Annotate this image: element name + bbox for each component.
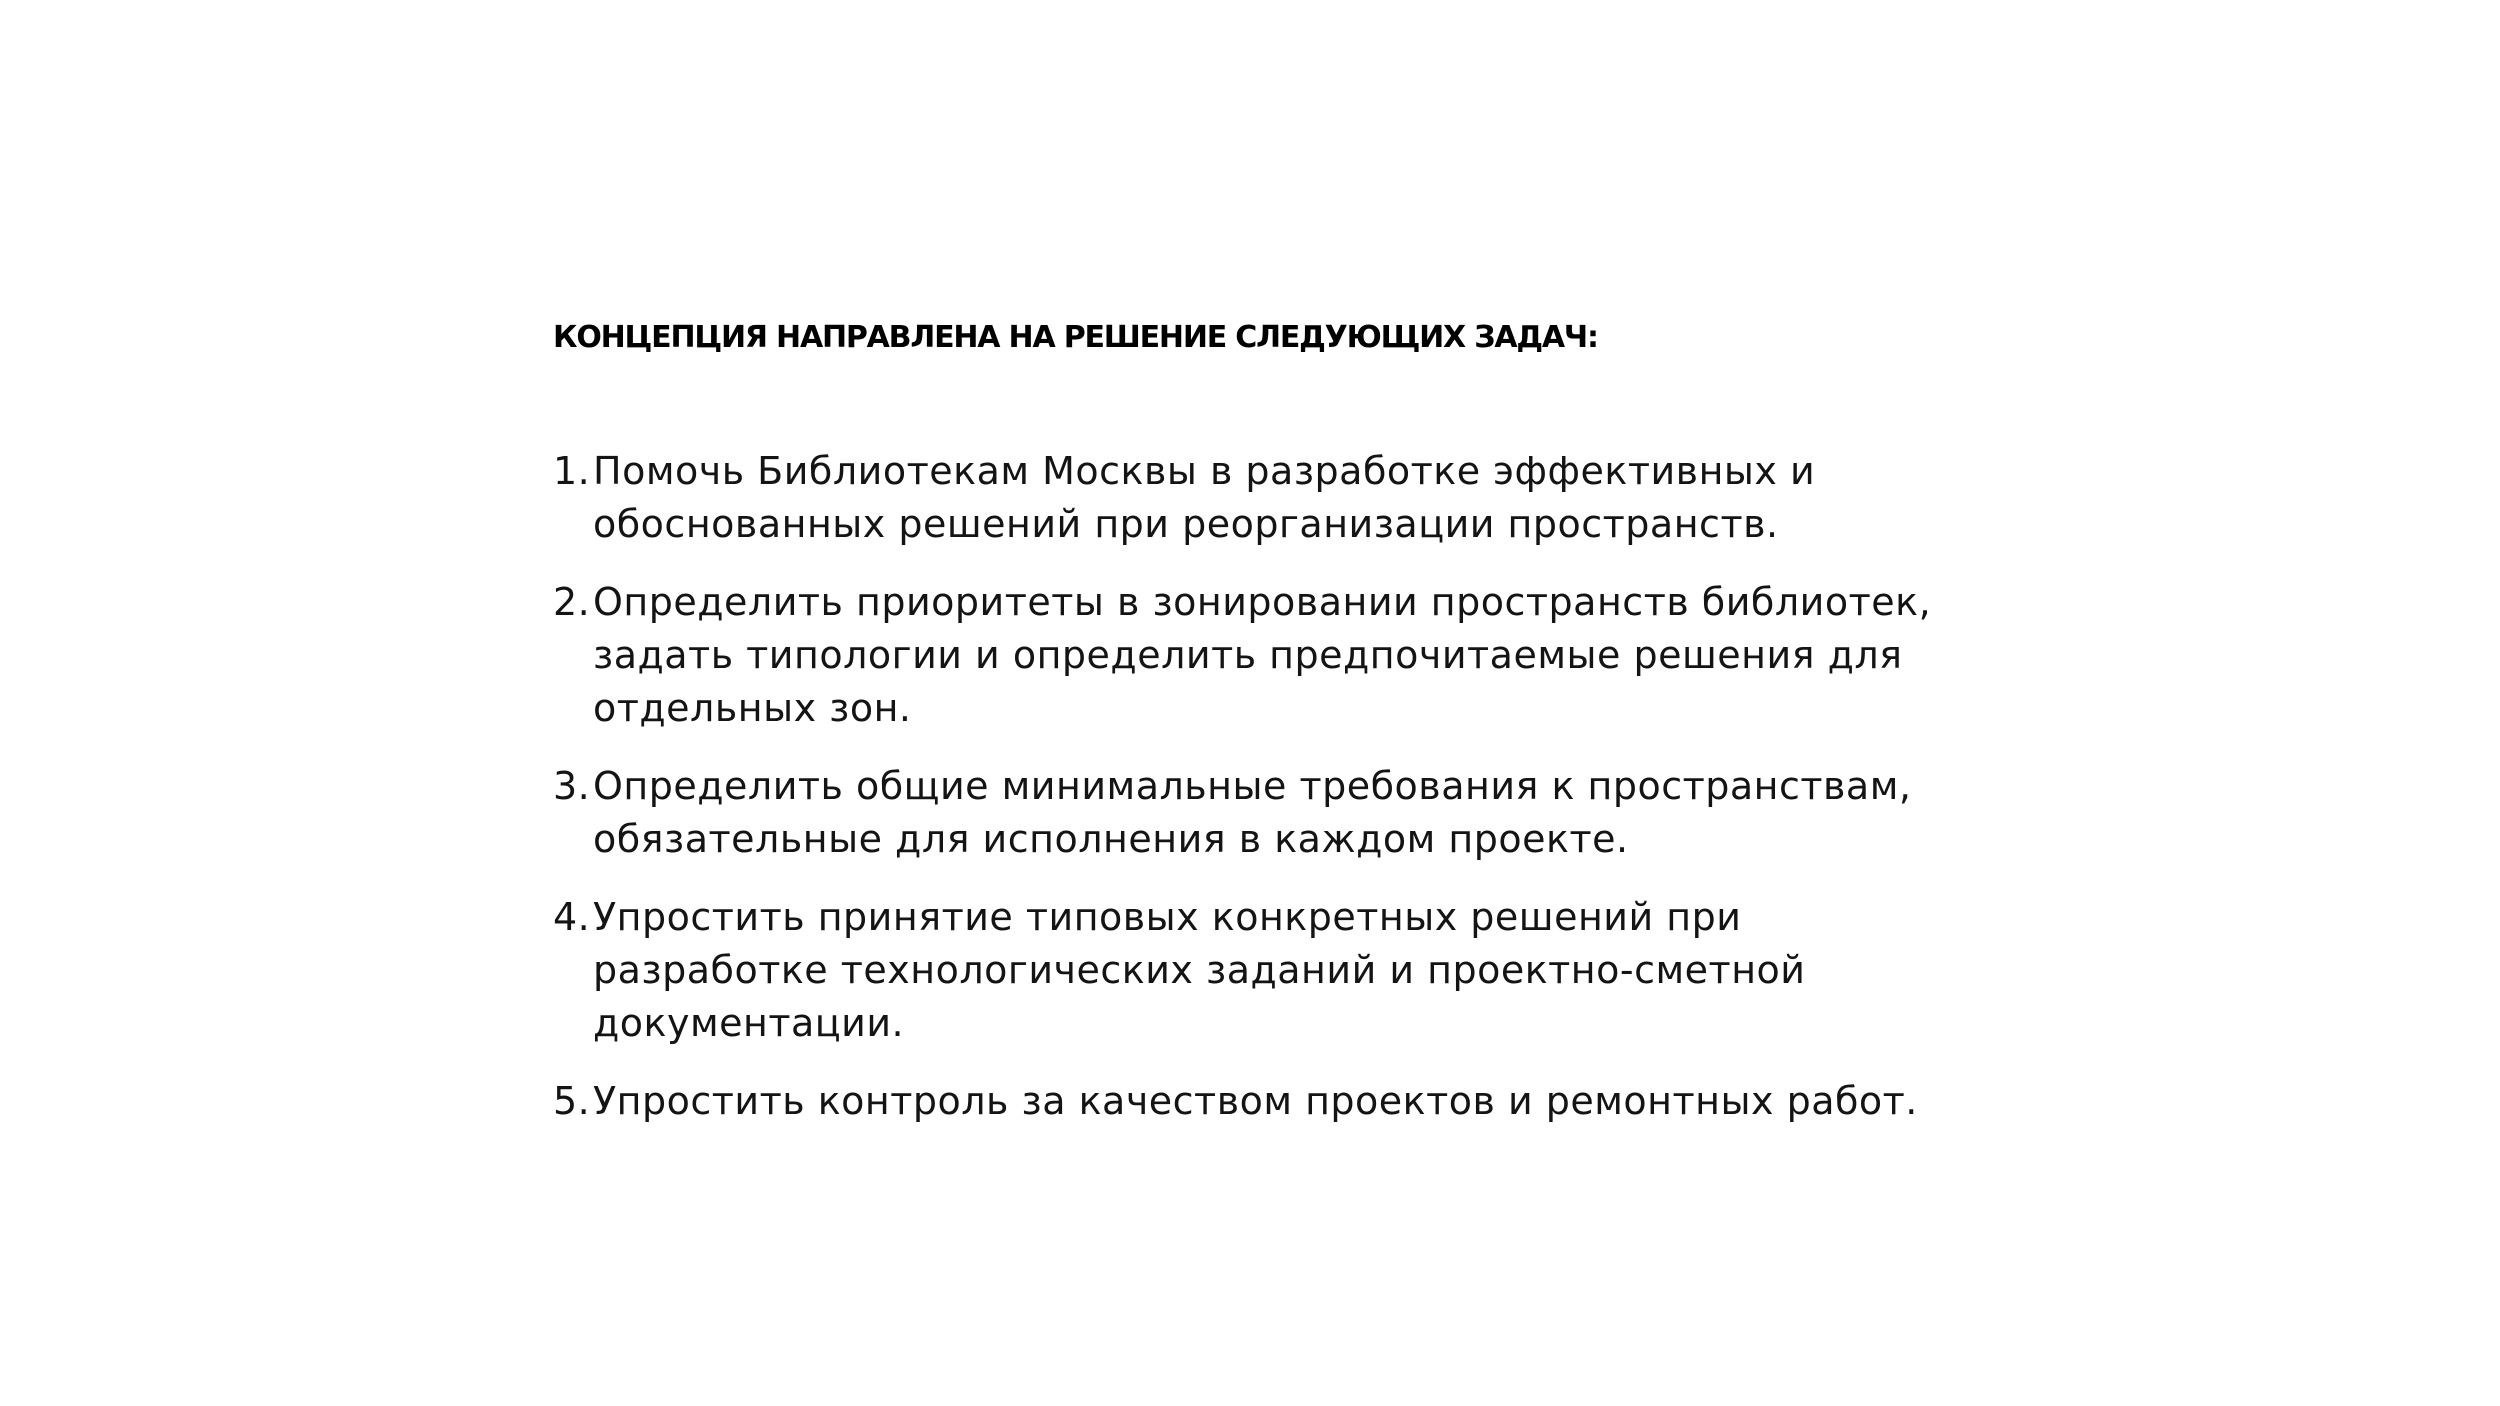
list-item-text <box>593 760 2053 866</box>
slide-heading: КОНЦЕПЦИЯ НАПРАВЛЕНА НА РЕШЕНИЕ СЛЕДУЮЩИХ ЗАДАЧ: <box>553 320 1598 355</box>
task-list <box>553 445 2053 1128</box>
list-item-line: Определить приоритеты в зонировании пространств библиотек, <box>593 580 1932 624</box>
list-item-line: разработке технологических заданий и проектно-сметной <box>593 948 1806 992</box>
list-item-number: 4. <box>553 895 591 939</box>
list-item <box>553 445 2053 551</box>
list-item-line: Определить общие минимальные требования к пространствам, <box>593 764 1912 808</box>
list-item-line: Упростить принятие типовых конкретных решений при <box>593 895 1742 939</box>
list-item-text <box>593 891 2053 1050</box>
list-item-number: 1. <box>553 449 591 493</box>
list-item-line: задать типологии и определить предпочитаемые решения для <box>593 633 1903 677</box>
list-item-text <box>593 1075 2053 1128</box>
list-item <box>553 576 2053 735</box>
list-item-line: Помочь Библиотекам Москвы в разработке эффективных и <box>593 449 1816 493</box>
list-item-number: 5. <box>553 1079 591 1123</box>
list-item-line: обоснованных решений при реорганизации пространств. <box>593 502 1779 546</box>
list-item <box>553 891 2053 1050</box>
list-item-line: Упростить контроль за качеством проектов и ремонтных работ. <box>593 1079 1918 1123</box>
list-item-line: обязательные для исполнения в каждом проекте. <box>593 817 1629 861</box>
list-item-text <box>593 445 2053 551</box>
list-item-number: 2. <box>553 580 591 624</box>
list-item-number: 3. <box>553 764 591 808</box>
list-item-line: документации. <box>593 1001 905 1045</box>
slide-content <box>553 318 2053 1153</box>
list-item <box>553 760 2053 866</box>
list-item-line: отдельных зон. <box>593 686 912 730</box>
list-item <box>553 1075 2053 1128</box>
list-item-text <box>593 576 2053 735</box>
